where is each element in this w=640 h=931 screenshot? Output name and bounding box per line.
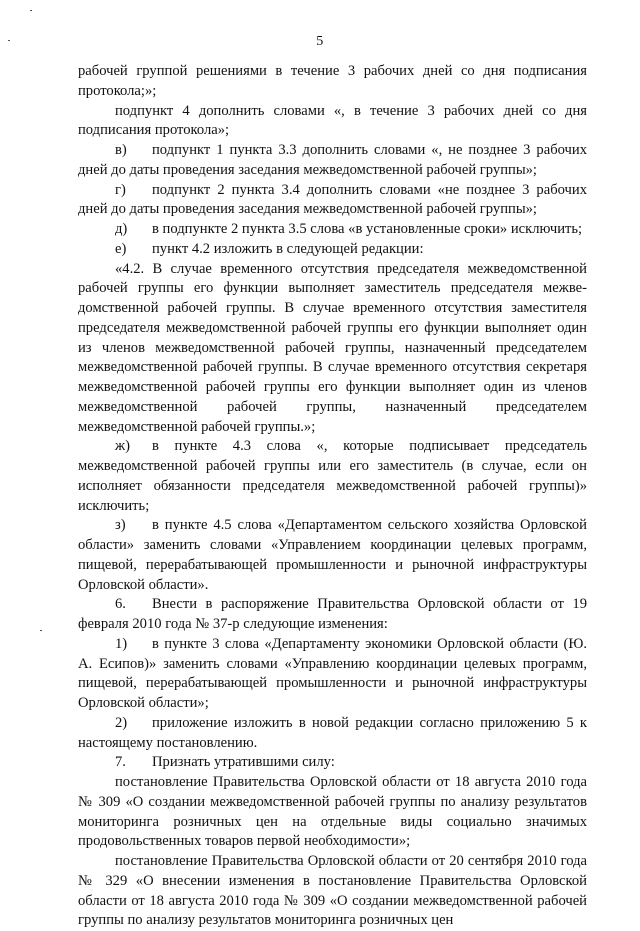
item-label: е)	[115, 240, 127, 257]
paragraph-text: в пункте 3 слова «Департаменту экономики Орловской области (Ю. А. Есипов)» заменить словами «Управлению координации целевых программ, пищевой, перерабатывающей промышленности и рыночной инфраструктуры Орловской области»;	[78, 635, 587, 711]
item-label: з)	[115, 517, 126, 534]
paragraph-text: в пункте 4.3 слова «, которые подписывает председатель межведомственной рабочей группы или его заместитель (в случае, если он исполняет обязанности председателя межведомственной рабочей группы)» исключить;	[78, 438, 587, 514]
paragraph	[78, 260, 587, 438]
paragraph-text: в подпункте 2 пункта 3.5 слова «в установленные сроки» исключить;	[152, 221, 583, 237]
paragraph	[78, 141, 587, 181]
item-label: д)	[115, 221, 128, 237]
item-label: г)	[115, 181, 126, 198]
item-label: 2)	[115, 714, 128, 731]
paragraph-text: Внести в распоряжение Правительства Орловской области от 19 февраля 2010 года № 37-р следующие изменения:	[78, 596, 587, 632]
paragraph	[78, 220, 587, 240]
paragraph-text: подпункт 1 пункта 3.3 дополнить словами «, не позднее 3 рабочих дней до даты проведения заседания межведомственной рабочей группы»;	[78, 142, 587, 178]
paragraph-text: постановление Правительства Орловской области от 20 сентября 2010 года № 329 «О внесении изменения в постановление Правительства Орловской области от 18 августа 2010 года № 309 «О создании межведомственной рабочей группы по анализу результатов мониторинга розничных цен	[78, 853, 587, 929]
paragraph	[78, 437, 587, 516]
paragraph	[78, 635, 587, 714]
scan-speck	[30, 10, 32, 11]
item-label: ж)	[115, 438, 130, 455]
paragraph	[78, 852, 587, 931]
paragraph	[78, 595, 587, 635]
paragraph	[78, 240, 587, 260]
paragraph-text: «4.2. В случае временного отсутствия председателя межведомственной рабочей группы его функции выполняет заместитель председателя межве-домственной рабочей группы. В случае временного отсутствия заместителя председателя межведомственной рабочей группы его функции выполняет один из членов межведомственной рабочей группы, назначенный председателем межведомственной рабочей группы. В случае временного отсутствия секретаря межведомственной рабочей группы его функции выполняет один из членов межведомственной рабочей группы, назначенный председателем межведомственной рабочей группы.»;	[78, 260, 587, 435]
paragraph	[78, 102, 587, 142]
paragraph	[78, 62, 587, 102]
scan-speck	[8, 40, 10, 41]
item-label: 1)	[115, 635, 128, 652]
paragraph-text: пункт 4.2 изложить в следующей редакции:	[152, 240, 424, 257]
paragraph	[78, 773, 587, 852]
paragraph	[78, 181, 587, 221]
paragraph	[78, 753, 587, 773]
item-label: 6.	[115, 596, 126, 613]
paragraph-text: Признать утратившими силу:	[152, 754, 335, 771]
paragraph-text: рабочей группой решениями в течение 3 рабочих дней со дня подписания протокола;»;	[78, 63, 587, 99]
paragraph-text: подпункт 2 пункта 3.4 дополнить словами «не позднее 3 рабочих дней до даты проведения заседания межведомственной рабочей группы»;	[78, 181, 587, 218]
paragraph	[78, 714, 587, 754]
document-body	[78, 62, 587, 931]
paragraph-text: подпункт 4 дополнить словами «, в течение 3 рабочих дней со дня подписания протокола»;	[78, 102, 587, 139]
paragraph	[78, 516, 587, 595]
paragraph-text: в пункте 4.5 слова «Департаментом сельского хозяйства Орловской области» заменить словами «Управлением координации целевых программ, пищевой, перерабатывающей промышленности и рыночной инфраструктуры Орловской области».	[78, 517, 587, 593]
paragraph-text: постановление Правительства Орловской области от 18 августа 2010 года № 309 «О создании межведомственной рабочей группы по анализу результатов мониторинга розничных цен на отдельные виды социально значимых продовольственных товаров первой необходимости»;	[78, 774, 587, 850]
item-label: 7.	[115, 754, 126, 771]
paragraph-text: приложение изложить в новой редакции согласно приложению 5 к настоящему постановлению.	[78, 714, 587, 751]
item-label: в)	[115, 142, 127, 158]
page-number: 5	[316, 34, 324, 49]
scan-speck	[40, 630, 42, 631]
